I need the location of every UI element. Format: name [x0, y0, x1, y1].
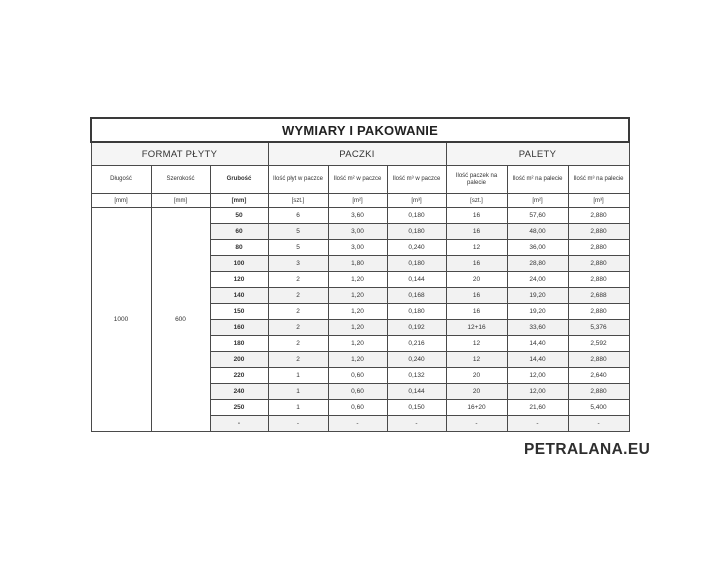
- cell-m2-na-palecie: 57,60: [507, 208, 568, 224]
- unit-m2-w-paczce: [m²]: [328, 194, 387, 208]
- cell-grubosc: 60: [210, 224, 268, 240]
- cell-m2-w-paczce: 1,20: [328, 320, 387, 336]
- cell-plyt-w-paczce: 2: [268, 320, 328, 336]
- cell-m2-w-paczce: -: [328, 416, 387, 432]
- unit-m2-na-palecie: [m²]: [507, 194, 568, 208]
- group-paczki: PACZKI: [268, 142, 446, 166]
- cell-m2-w-paczce: 1,20: [328, 288, 387, 304]
- cell-m2-w-paczce: 3,00: [328, 224, 387, 240]
- cell-m3-na-palecie: 2,880: [568, 304, 629, 320]
- cell-paczek-na-palecie: 20: [446, 368, 507, 384]
- header-m3-na-palecie: Ilość m³ na palecie: [568, 166, 629, 194]
- header-m2-na-palecie: Ilość m² na palecie: [507, 166, 568, 194]
- header-szerokosc: Szerokość: [151, 166, 210, 194]
- cell-m3-w-paczce: -: [387, 416, 446, 432]
- cell-m2-w-paczce: 1,80: [328, 256, 387, 272]
- cell-grubosc: 250: [210, 400, 268, 416]
- cell-paczek-na-palecie: 20: [446, 272, 507, 288]
- table-row: [91, 208, 629, 224]
- unit-plyt-w-paczce: [szt.]: [268, 194, 328, 208]
- cell-m2-w-paczce: 1,20: [328, 304, 387, 320]
- cell-m2-na-palecie: 19,20: [507, 304, 568, 320]
- cell-m2-w-paczce: 0,60: [328, 400, 387, 416]
- cell-grubosc: 240: [210, 384, 268, 400]
- cell-paczek-na-palecie: 12: [446, 240, 507, 256]
- cell-m2-w-paczce: 1,20: [328, 336, 387, 352]
- cell-m3-na-palecie: 2,592: [568, 336, 629, 352]
- cell-m3-w-paczce: 0,144: [387, 384, 446, 400]
- cell-m3-w-paczce: 0,150: [387, 400, 446, 416]
- unit-dlugosc: [mm]: [91, 194, 151, 208]
- cell-m2-na-palecie: 19,20: [507, 288, 568, 304]
- unit-szerokosc: [mm]: [151, 194, 210, 208]
- cell-paczek-na-palecie: 12: [446, 336, 507, 352]
- cell-plyt-w-paczce: 5: [268, 240, 328, 256]
- cell-plyt-w-paczce: 2: [268, 352, 328, 368]
- cell-szerokosc-value: 600: [151, 208, 210, 432]
- cell-m3-na-palecie: 2,880: [568, 256, 629, 272]
- cell-paczek-na-palecie: 12: [446, 352, 507, 368]
- cell-m3-w-paczce: 0,240: [387, 240, 446, 256]
- cell-m3-w-paczce: 0,192: [387, 320, 446, 336]
- cell-grubosc: 140: [210, 288, 268, 304]
- brand-website: PETRALANA.EU: [524, 441, 651, 458]
- cell-m2-w-paczce: 0,60: [328, 384, 387, 400]
- cell-grubosc: 220: [210, 368, 268, 384]
- cell-grubosc: 160: [210, 320, 268, 336]
- cell-plyt-w-paczce: 1: [268, 368, 328, 384]
- cell-plyt-w-paczce: 2: [268, 288, 328, 304]
- cell-m2-na-palecie: 14,40: [507, 336, 568, 352]
- cell-grubosc: 200: [210, 352, 268, 368]
- cell-plyt-w-paczce: 1: [268, 400, 328, 416]
- cell-m2-w-paczce: 1,20: [328, 352, 387, 368]
- cell-paczek-na-palecie: 16: [446, 304, 507, 320]
- group-palety: PALETY: [446, 142, 629, 166]
- cell-m3-na-palecie: 5,376: [568, 320, 629, 336]
- dimensions-packaging-table: [90, 117, 630, 432]
- cell-m2-na-palecie: 12,00: [507, 368, 568, 384]
- cell-paczek-na-palecie: 16+20: [446, 400, 507, 416]
- cell-paczek-na-palecie: 16: [446, 208, 507, 224]
- cell-m3-w-paczce: 0,180: [387, 208, 446, 224]
- cell-m3-na-palecie: 2,880: [568, 240, 629, 256]
- packaging-sheet: [90, 117, 628, 432]
- header-paczek-na-palecie: Ilość paczek na palecie: [446, 166, 507, 194]
- cell-m2-na-palecie: 12,00: [507, 384, 568, 400]
- cell-paczek-na-palecie: 16: [446, 224, 507, 240]
- cell-m2-w-paczce: 3,60: [328, 208, 387, 224]
- cell-m3-na-palecie: 5,400: [568, 400, 629, 416]
- cell-m3-w-paczce: 0,216: [387, 336, 446, 352]
- cell-m3-w-paczce: 0,180: [387, 256, 446, 272]
- cell-m3-na-palecie: 2,880: [568, 384, 629, 400]
- header-plyt-w-paczce: Ilość płyt w paczce: [268, 166, 328, 194]
- cell-plyt-w-paczce: -: [268, 416, 328, 432]
- cell-m2-na-palecie: 36,00: [507, 240, 568, 256]
- table-title: WYMIARY I PAKOWANIE: [91, 118, 629, 142]
- unit-m3-w-paczce: [m³]: [387, 194, 446, 208]
- cell-m3-na-palecie: 2,880: [568, 208, 629, 224]
- cell-m3-w-paczce: 0,180: [387, 304, 446, 320]
- cell-m2-na-palecie: 14,40: [507, 352, 568, 368]
- cell-paczek-na-palecie: -: [446, 416, 507, 432]
- cell-plyt-w-paczce: 2: [268, 304, 328, 320]
- header-grubosc: Grubość: [210, 166, 268, 194]
- cell-grubosc: 50: [210, 208, 268, 224]
- cell-plyt-w-paczce: 6: [268, 208, 328, 224]
- cell-m2-na-palecie: -: [507, 416, 568, 432]
- cell-plyt-w-paczce: 2: [268, 272, 328, 288]
- cell-m2-w-paczce: 1,20: [328, 272, 387, 288]
- cell-m2-na-palecie: 48,00: [507, 224, 568, 240]
- cell-m3-na-palecie: 2,880: [568, 272, 629, 288]
- header-dlugosc: Długość: [91, 166, 151, 194]
- cell-m3-w-paczce: 0,240: [387, 352, 446, 368]
- unit-grubosc: [mm]: [210, 194, 268, 208]
- cell-m2-na-palecie: 21,60: [507, 400, 568, 416]
- cell-m2-w-paczce: 0,60: [328, 368, 387, 384]
- cell-grubosc: 180: [210, 336, 268, 352]
- unit-m3-na-palecie: [m³]: [568, 194, 629, 208]
- cell-m2-na-palecie: 33,60: [507, 320, 568, 336]
- cell-m3-na-palecie: 2,688: [568, 288, 629, 304]
- cell-plyt-w-paczce: 5: [268, 224, 328, 240]
- cell-m3-na-palecie: -: [568, 416, 629, 432]
- cell-m3-na-palecie: 2,640: [568, 368, 629, 384]
- header-m3-w-paczce: Ilość m³ w paczce: [387, 166, 446, 194]
- cell-grubosc: 100: [210, 256, 268, 272]
- cell-plyt-w-paczce: 3: [268, 256, 328, 272]
- cell-plyt-w-paczce: 1: [268, 384, 328, 400]
- cell-m3-w-paczce: 0,180: [387, 224, 446, 240]
- cell-m3-w-paczce: 0,168: [387, 288, 446, 304]
- cell-m2-w-paczce: 3,00: [328, 240, 387, 256]
- cell-grubosc: -: [210, 416, 268, 432]
- cell-m3-w-paczce: 0,132: [387, 368, 446, 384]
- unit-paczek-na-palecie: [szt.]: [446, 194, 507, 208]
- cell-grubosc: 80: [210, 240, 268, 256]
- cell-m2-na-palecie: 28,80: [507, 256, 568, 272]
- cell-m2-na-palecie: 24,00: [507, 272, 568, 288]
- cell-paczek-na-palecie: 12+16: [446, 320, 507, 336]
- group-format: FORMAT PŁYTY: [91, 142, 268, 166]
- cell-plyt-w-paczce: 2: [268, 336, 328, 352]
- cell-m3-w-paczce: 0,144: [387, 272, 446, 288]
- cell-paczek-na-palecie: 20: [446, 384, 507, 400]
- cell-paczek-na-palecie: 16: [446, 256, 507, 272]
- cell-m3-na-palecie: 2,880: [568, 352, 629, 368]
- cell-dlugosc-value: 1000: [91, 208, 151, 432]
- cell-grubosc: 150: [210, 304, 268, 320]
- cell-grubosc: 120: [210, 272, 268, 288]
- cell-m3-na-palecie: 2,880: [568, 224, 629, 240]
- cell-paczek-na-palecie: 16: [446, 288, 507, 304]
- header-m2-w-paczce: Ilość m² w paczce: [328, 166, 387, 194]
